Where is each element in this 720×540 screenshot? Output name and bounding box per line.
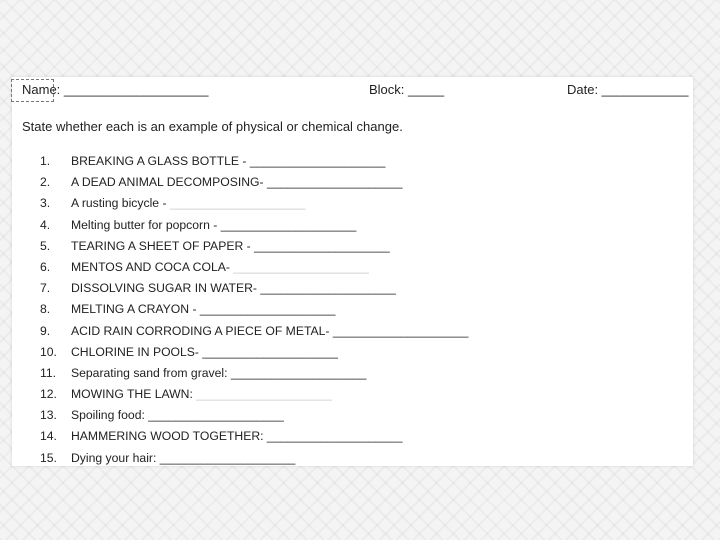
question-prompt: Melting butter for popcorn -	[71, 217, 221, 232]
date-field: Date: ____________	[567, 82, 689, 97]
question-text	[71, 448, 295, 469]
question-text	[71, 342, 338, 363]
answer-blank: ____________________	[254, 238, 390, 253]
question-number: 7.	[40, 281, 51, 296]
question-number: 8.	[40, 302, 51, 317]
block-field: Block: _____	[369, 82, 445, 97]
question-prompt: MOWING THE LAWN:	[71, 387, 197, 402]
answer-blank: ____________________	[230, 365, 367, 380]
answer-blank: ____________________	[260, 281, 396, 296]
question-number: 4.	[40, 217, 51, 232]
question-prompt: TEARING A SHEET OF PAPER -	[71, 238, 255, 253]
answer-blank: ____________________	[233, 259, 369, 274]
question-prompt: Separating sand from gravel:	[71, 365, 231, 380]
question-text	[71, 278, 396, 299]
question-number: 3.	[40, 196, 51, 211]
question-prompt: MENTOS AND COCA COLA-	[71, 259, 234, 274]
answer-blank: ____________________	[196, 387, 332, 402]
worksheet-page	[12, 77, 693, 466]
question-number: 15.	[40, 450, 57, 465]
question-number: 14.	[40, 429, 57, 444]
question-text	[71, 363, 366, 384]
question-prompt: Dying your hair:	[71, 450, 160, 465]
question-prompt: A DEAD ANIMAL DECOMPOSING-	[71, 175, 267, 190]
question-number: 12.	[40, 387, 57, 402]
instructions: State whether each is an example of physical or chemical change.	[22, 119, 403, 134]
question-prompt: BREAKING A GLASS BOTTLE -	[71, 154, 250, 168]
question-number: 9.	[40, 323, 51, 338]
question-text	[71, 321, 468, 342]
question-prompt: CHLORINE IN POOLS-	[71, 344, 203, 359]
question-number: 13.	[40, 408, 57, 423]
answer-blank: ____________________	[266, 429, 403, 444]
question-prompt: DISSOLVING SUGAR IN WATER-	[71, 281, 261, 296]
question-text	[71, 257, 369, 278]
question-prompt: Spoiling food:	[71, 408, 149, 423]
answer-blank: ____________________	[332, 323, 469, 338]
answer-blank: ____________________	[266, 175, 403, 190]
question-text	[71, 384, 332, 405]
question-number: 10.	[40, 344, 57, 359]
question-prompt: ACID RAIN CORRODING A PIECE OF METAL-	[71, 323, 333, 338]
question-prompt: A rusting bicycle -	[71, 196, 170, 211]
answer-blank: ____________________	[148, 408, 284, 423]
answer-blank: ____________________	[202, 344, 338, 359]
question-number: 1.	[40, 154, 51, 168]
question-text	[71, 236, 390, 257]
name-field: Name: ____________________	[22, 82, 209, 97]
question-text	[71, 193, 305, 214]
answer-blank: ____________________	[220, 217, 357, 232]
question-text	[71, 299, 335, 320]
answer-blank: ____________________	[169, 196, 306, 211]
question-number: 11.	[40, 365, 57, 380]
answer-blank: ____________________	[159, 450, 296, 465]
question-number: 6.	[40, 259, 51, 274]
answer-blank: ____________________	[199, 302, 336, 317]
question-text	[71, 151, 385, 172]
question-text	[71, 172, 403, 193]
question-number: 2.	[40, 175, 51, 190]
question-prompt: MELTING A CRAYON -	[71, 302, 200, 317]
question-text	[71, 215, 356, 236]
question-number: 5.	[40, 238, 51, 253]
answer-blank: ____________________	[249, 154, 386, 168]
question-text	[71, 426, 402, 447]
question-prompt: HAMMERING WOOD TOGETHER:	[71, 429, 267, 444]
question-text	[71, 405, 284, 426]
